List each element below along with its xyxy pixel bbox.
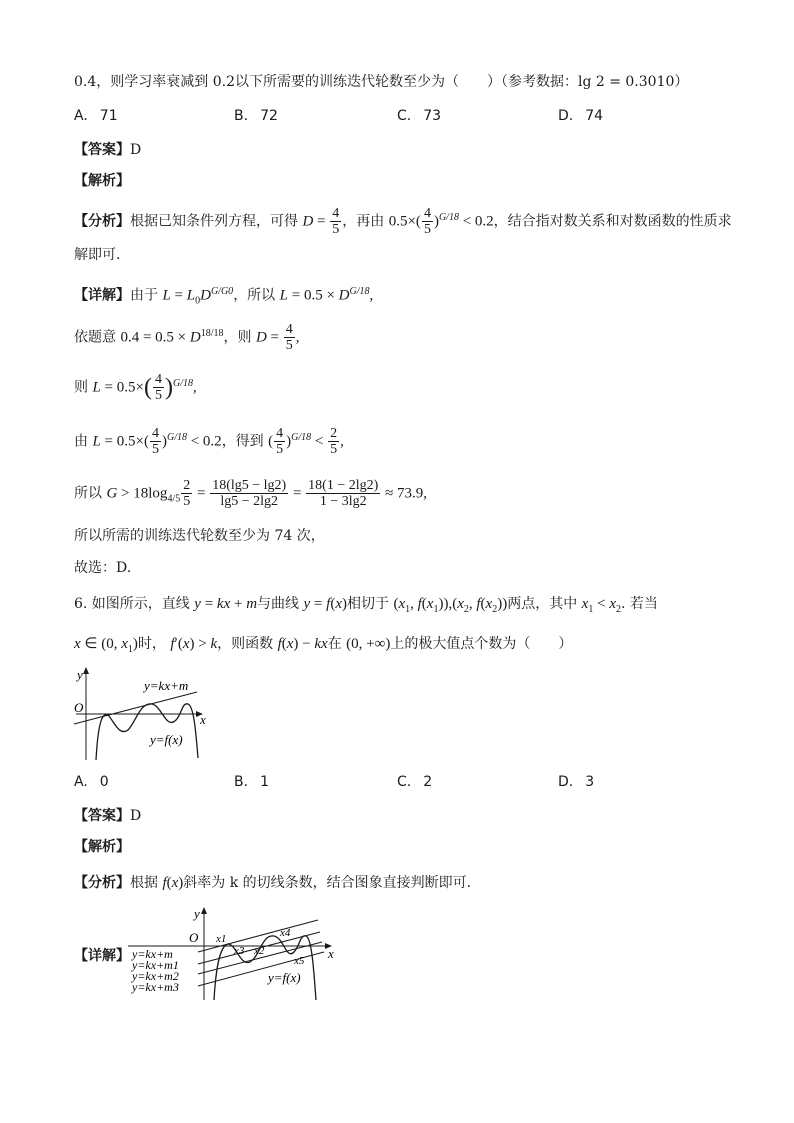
q5-answer: 【答案】D: [74, 142, 142, 158]
q5-stem: 0.4，则学习率衰减到 0.2以下所需要的训练迭代轮数至少为（ ）（参考数据：lg 2 = 0.3010）: [74, 74, 689, 90]
q5-detail-2: 依题意 $0.4 = 0.5 \times D^{18/18}$，则 D = $\frac{4}{5}$ ,: [74, 322, 300, 353]
q5-option-d: D. 74: [558, 108, 604, 124]
q5-fenxi: 【分析】根据已知条件列方程，可得 D = $\frac{4}{5}$ ，再由 0.5×( $\frac{4}{5}$ )$^{G/18}$ < 0.2，结合指对数关系和对数函数的性质求: [74, 206, 732, 237]
q6-stem-line2: x ∈ (0, $x_1$)时， f′(x) > k，则函数 f(x) − kx在 (0, +∞)上的极大值点个数为（ ）: [74, 636, 573, 655]
fig1-y-arrow: [83, 667, 89, 674]
fig2-curve-label: y=f(x): [268, 970, 301, 985]
fig1-y-label: y: [77, 667, 83, 682]
fig2-y-label: y: [194, 906, 200, 921]
fig1-origin-label: O: [74, 700, 84, 715]
fig2-label-line-m3: y=kx+m3: [132, 980, 179, 994]
q5-detail-6: 所以所需的训练迭代轮数至少为 74 次，: [74, 528, 325, 544]
q5-detail-7: 故选：D.: [74, 560, 132, 576]
fig2-label-line-m1: y=kx+m1: [132, 958, 179, 972]
q5-option-c: C. 73: [397, 108, 442, 124]
fig2-point-x1: x1: [216, 933, 227, 945]
q6-analysis-heading: 【解析】: [74, 839, 130, 855]
q5-detail-3: 则 L = 0.5×( $\frac{4}{5}$ )$^{G/18}$,: [74, 372, 197, 403]
fig1-x-label: x: [200, 712, 206, 727]
q6-figure-graph: [72, 664, 222, 764]
fig2-point-x3: x3: [234, 945, 245, 957]
q5-detail-4: 由 L = 0.5×( $\frac{4}{5}$ )$^{G/18}$ < 0.2，得到 ( $\frac{4}{5}$ )$^{G/18}$ < $\frac{2}{5}$ ,: [74, 426, 344, 457]
fig1-line-label: y=kx+m: [144, 678, 189, 693]
fig1-curve-label: y=f(x): [150, 732, 183, 747]
q5-detail-1: 【详解】由于 $L = L_0D^{G/G0}$，所以 $L = 0.5 \times D^{G/18}$,: [74, 286, 374, 307]
fig2-label-line-m: y=kx+m: [132, 947, 173, 961]
fig1-curve: [96, 704, 198, 760]
q6-option-a: A. 0: [74, 774, 109, 790]
q6-fenxi: 【分析】根据 f(x)斜率为 k 的切线条数，结合图象直接判断即可.: [74, 875, 472, 891]
q5-analysis-heading: 【解析】: [74, 173, 130, 189]
fig2-point-x4: x4: [280, 927, 291, 939]
fig2-x-label: x: [328, 946, 334, 961]
fig2-label-line-m2: y=kx+m2: [132, 969, 179, 983]
q5-fenxi-cont: 解即可.: [74, 247, 121, 263]
q5-option-b: B. 72: [234, 108, 278, 124]
q6-stem-line1: 6. 如图所示，直线 y = kx + m与曲线 y = f(x)相切于 ($x_1$, $f(x_1)),(x_2$, $f(x_2)$)两点，其中 $x_1 < x_2$. 若当: [74, 596, 658, 615]
q6-option-b: B. 1: [234, 774, 269, 790]
q5-detail-5: 所以 $G > 18\log_{4/5}$ $\frac{2}{5}$ = $\frac{18(\lg 5 - \lg 2)}{\lg 5 - 2\lg 2}$ = $\frac{18(1 - 2\lg 2)}{1 - 3\lg 2}$ ≈ 73.9,: [74, 478, 427, 509]
fig2-point-x2: x2: [254, 945, 265, 957]
fig2-origin-label: O: [189, 930, 199, 945]
q6-option-d: D. 3: [558, 774, 595, 790]
fig2-point-x5: x5: [294, 955, 305, 967]
q6-option-c: C. 2: [397, 774, 433, 790]
q6-detail-figure: [128, 902, 348, 1004]
q6-detail-tag: 【详解】: [74, 948, 130, 964]
q5-option-a: A. 71: [74, 108, 118, 124]
fig2-y-arrow: [201, 907, 207, 914]
q6-answer: 【答案】D: [74, 808, 142, 824]
